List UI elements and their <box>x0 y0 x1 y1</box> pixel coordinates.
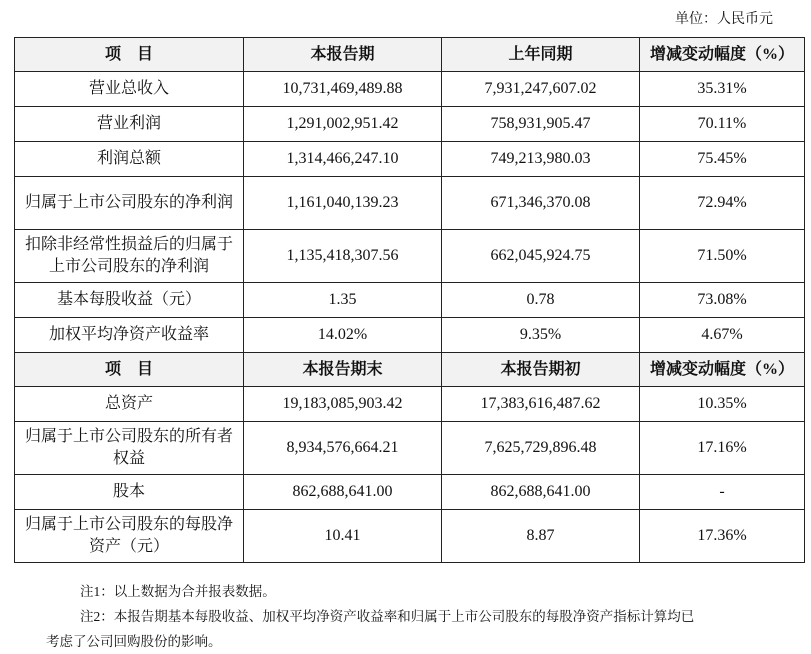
row-label: 基本每股收益（元） <box>15 283 244 318</box>
cell-current: 862,688,641.00 <box>244 475 442 510</box>
cell-current: 8,934,576,664.21 <box>244 422 442 475</box>
cell-change: 17.36% <box>640 510 805 563</box>
cell-change: 70.11% <box>640 107 805 142</box>
cell-current: 1,314,466,247.10 <box>244 142 442 177</box>
column-header: 项 目 <box>15 353 244 387</box>
column-header: 本报告期初 <box>442 353 640 387</box>
row-label: 归属于上市公司股东的净利润 <box>15 177 244 230</box>
row-label: 归属于上市公司股东的每股净资产（元） <box>15 510 244 563</box>
column-header: 项 目 <box>15 38 244 72</box>
table-row <box>15 142 805 177</box>
cell-current: 1.35 <box>244 283 442 318</box>
unit-label: 单位：人民币元 <box>675 12 773 27</box>
column-header: 增减变动幅度（%） <box>640 353 805 387</box>
table-header-row <box>15 38 805 72</box>
cell-change: - <box>640 475 805 510</box>
cell-prior: 862,688,641.00 <box>442 475 640 510</box>
cell-prior: 671,346,370.08 <box>442 177 640 230</box>
column-header: 上年同期 <box>442 38 640 72</box>
cell-change: 35.31% <box>640 72 805 107</box>
column-header: 本报告期末 <box>244 353 442 387</box>
cell-change: 71.50% <box>640 230 805 283</box>
cell-change: 73.08% <box>640 283 805 318</box>
table-row <box>15 283 805 318</box>
cell-change: 10.35% <box>640 387 805 422</box>
cell-prior: 0.78 <box>442 283 640 318</box>
cell-prior: 8.87 <box>442 510 640 563</box>
cell-prior: 17,383,616,487.62 <box>442 387 640 422</box>
cell-change: 17.16% <box>640 422 805 475</box>
row-label: 扣除非经常性损益后的归属于上市公司股东的净利润 <box>15 230 244 283</box>
cell-current: 10.41 <box>244 510 442 563</box>
row-label: 股本 <box>15 475 244 510</box>
cell-prior: 7,931,247,607.02 <box>442 72 640 107</box>
row-label: 利润总额 <box>15 142 244 177</box>
table-header-row <box>15 353 805 387</box>
footnote-2-line-2: 考虑了公司回购股份的影响。 <box>46 634 222 649</box>
footnote-2-line-1: 注2：本报告期基本每股收益、加权平均净资产收益率和归属于上市公司股东的每股净资产指标计算均已 <box>80 609 695 624</box>
row-label: 营业总收入 <box>15 72 244 107</box>
cell-prior: 9.35% <box>442 318 640 353</box>
footnote-1: 注1：以上数据为合并报表数据。 <box>80 584 276 599</box>
table-row <box>15 72 805 107</box>
table-row <box>15 177 805 230</box>
cell-current: 1,135,418,307.56 <box>244 230 442 283</box>
table-row <box>15 475 805 510</box>
cell-change: 72.94% <box>640 177 805 230</box>
cell-current: 1,161,040,139.23 <box>244 177 442 230</box>
row-label: 归属于上市公司股东的所有者权益 <box>15 422 244 475</box>
cell-current: 19,183,085,903.42 <box>244 387 442 422</box>
table-row <box>15 422 805 475</box>
cell-prior: 749,213,980.03 <box>442 142 640 177</box>
row-label: 营业利润 <box>15 107 244 142</box>
table-row <box>15 107 805 142</box>
cell-change: 4.67% <box>640 318 805 353</box>
cell-prior: 7,625,729,896.48 <box>442 422 640 475</box>
footnotes <box>0 579 811 654</box>
table-row <box>15 318 805 353</box>
cell-prior: 662,045,924.75 <box>442 230 640 283</box>
cell-current: 10,731,469,489.88 <box>244 72 442 107</box>
cell-current: 1,291,002,951.42 <box>244 107 442 142</box>
row-label: 总资产 <box>15 387 244 422</box>
row-label: 加权平均净资产收益率 <box>15 318 244 353</box>
column-header: 增减变动幅度（%） <box>640 38 805 72</box>
column-header: 本报告期 <box>244 38 442 72</box>
financial-summary-table <box>14 37 805 563</box>
table-row <box>15 387 805 422</box>
table-row <box>15 230 805 283</box>
table-row <box>15 510 805 563</box>
cell-prior: 758,931,905.47 <box>442 107 640 142</box>
cell-change: 75.45% <box>640 142 805 177</box>
cell-current: 14.02% <box>244 318 442 353</box>
